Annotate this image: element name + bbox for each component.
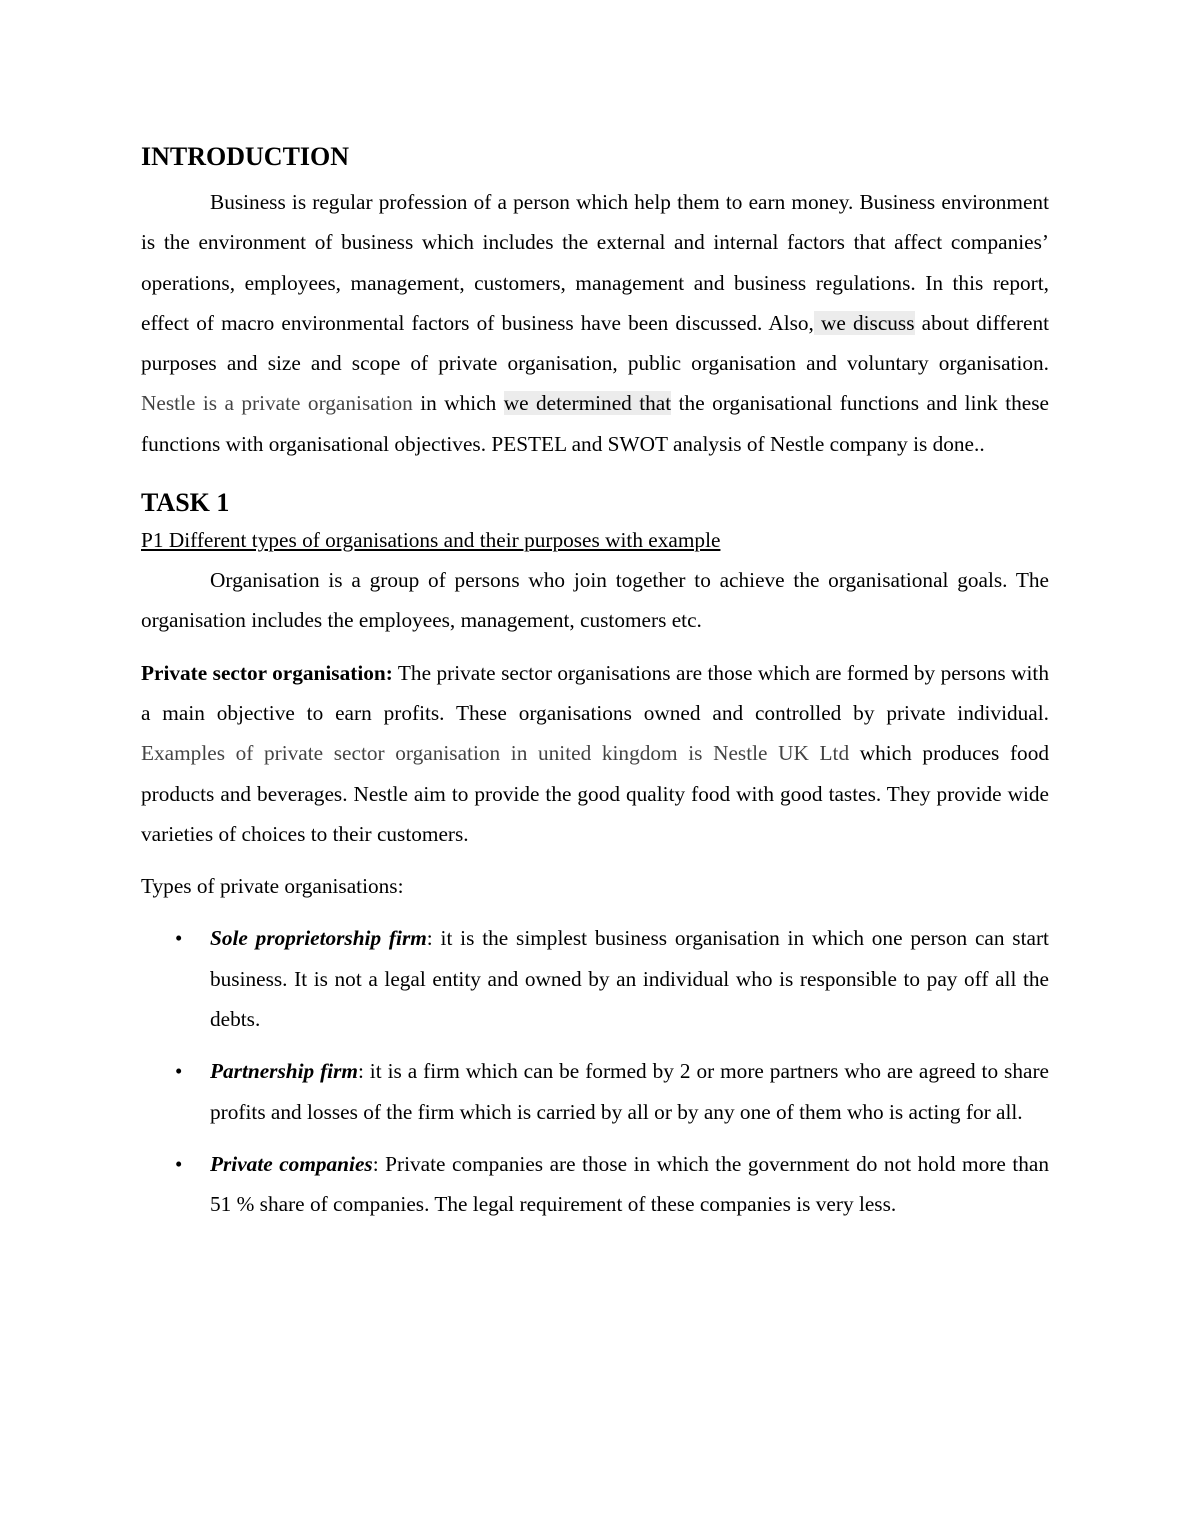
list-item-label: Private companies	[210, 1151, 373, 1176]
bullet-icon: •	[175, 1151, 183, 1176]
private-grey-text: Examples of private sector organisation in united kingdom is Nestle UK Ltd	[141, 741, 850, 766]
task1-subheading: P1 Different types of organisations and their purposes with example	[141, 528, 721, 553]
spacer	[141, 464, 1049, 486]
spacer	[141, 906, 1049, 918]
list-item-label: Partnership firm	[210, 1059, 358, 1084]
task1-heading: TASK 1	[141, 488, 230, 518]
list-item	[141, 1051, 1049, 1132]
intro-text-3: in which	[412, 391, 504, 416]
private-sector-label: Private sector organisation:	[141, 660, 393, 685]
intro-grey-text: Nestle is a private organisation	[141, 391, 413, 416]
bullet-icon: •	[175, 1059, 183, 1084]
list-item-label: Sole proprietorship firm	[210, 926, 427, 951]
organisation-paragraph: Organisation is a group of persons who join together to achieve the organisational goals. The organisation includes the employees, management, customers etc.	[141, 568, 1049, 633]
private-text-1: The private sector organisations are those which are formed by persons with a main objective to earn profits. These organisations owned and controlled by private individual.	[141, 660, 1049, 725]
spacer	[141, 854, 1049, 866]
intro-highlight-2: we determined that	[503, 391, 672, 416]
bullet-icon: •	[175, 926, 183, 951]
introduction-heading: INTRODUCTION	[141, 142, 350, 171]
list-item-text: : it is the simplest business organisation in which one person can start business. It is not a legal entity and owned by an individual who is responsible to pay off all the debts.	[210, 926, 1049, 1032]
document-page	[141, 140, 1049, 1237]
intro-text-2: about different purposes and size and scope of private organisation, public organisation and voluntary organisation.	[141, 310, 1050, 376]
private-types-list	[141, 918, 1049, 1224]
intro-highlight-1: we discuss	[813, 310, 915, 335]
intro-text-1: Business is regular profession of a person which help them to earn money. Business environment is the environment of business which includes the external and internal factors that affect companies’ operations, employees, management, customers, management and business regulations. In this report, effect of macro environmental factors of business have been discussed. Also,	[141, 190, 1049, 335]
spacer	[141, 641, 1049, 653]
intro-text-4: the organisational functions and link these functions with organisational objectives. PESTEL and SWOT analysis of Nestle company is done..	[141, 391, 1049, 456]
introduction-paragraph	[141, 182, 1049, 464]
list-item	[141, 1144, 1049, 1225]
private-sector-paragraph	[141, 653, 1049, 854]
list-item	[141, 918, 1049, 1039]
types-intro: Types of private organisations:	[141, 874, 404, 899]
private-text-2: which produces food products and beverages. Nestle aim to provide the good quality food with good tastes. They provide wide varieties of choices to their customers.	[141, 741, 1049, 846]
list-item-text: : Private companies are those in which the government do not hold more than 51 % share of companies. The legal requirement of these companies is very less.	[210, 1151, 1049, 1217]
list-item-text: : it is a firm which can be formed by 2 or more partners who are agreed to share profits and losses of the firm which is carried by all or by any one of them who is acting for all.	[210, 1059, 1049, 1124]
